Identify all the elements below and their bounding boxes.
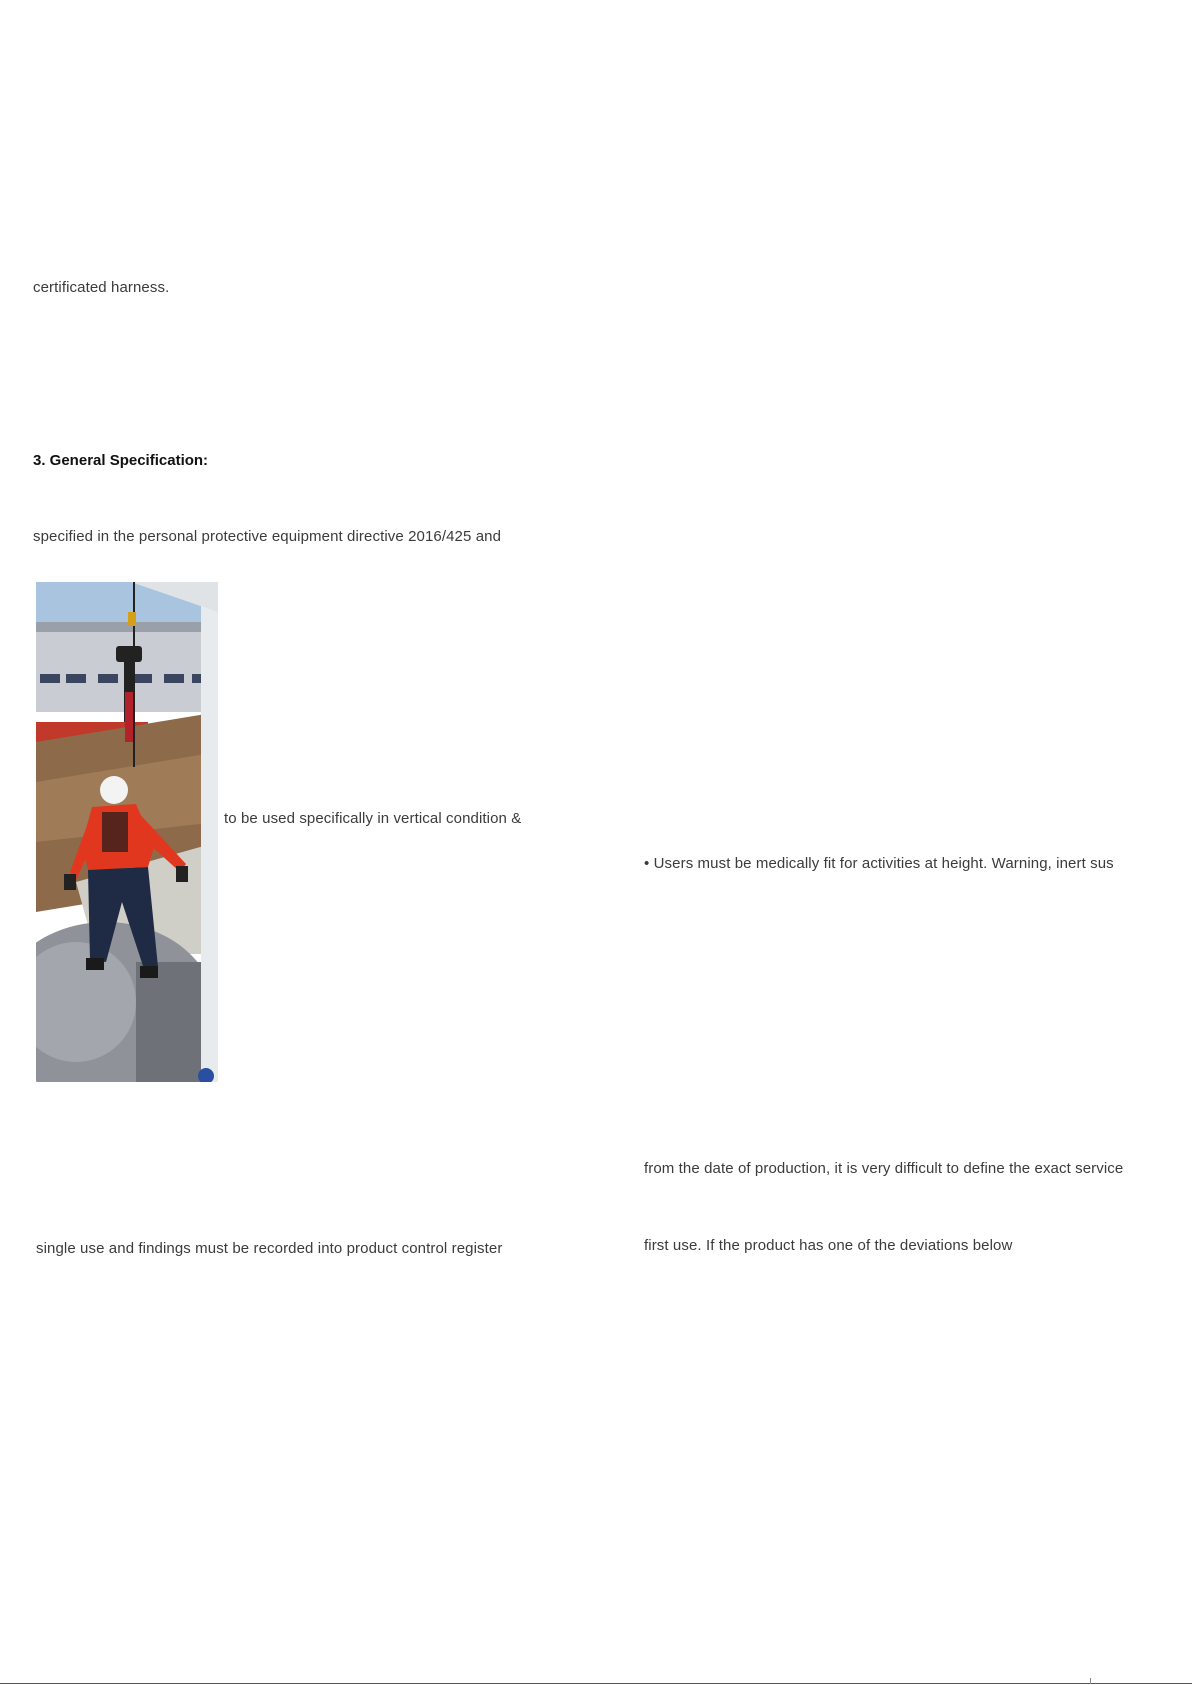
text-certificated-harness: certificated harness.	[33, 279, 170, 296]
worker-rescue-photo	[36, 582, 218, 1082]
page-bottom-rule	[0, 1683, 1192, 1684]
page-bottom-tick	[1090, 1678, 1091, 1684]
text-single-use-findings: single use and findings must be recorded into product control register	[36, 1240, 503, 1257]
text-vertical-condition: to be used specifically in vertical condition &	[224, 810, 522, 827]
text-ppe-directive: specified in the personal protective equipment directive 2016/425 and	[33, 528, 502, 545]
text-first-use-deviations: first use. If the product has one of the deviations below	[644, 1237, 1013, 1254]
text-medically-fit-warning: • Users must be medically fit for activities at height. Warning, inert sus	[644, 855, 1114, 872]
text-date-of-production: from the date of production, it is very difficult to define the exact service	[644, 1160, 1124, 1177]
section-heading-general-specification: 3. General Specification:	[33, 452, 209, 469]
